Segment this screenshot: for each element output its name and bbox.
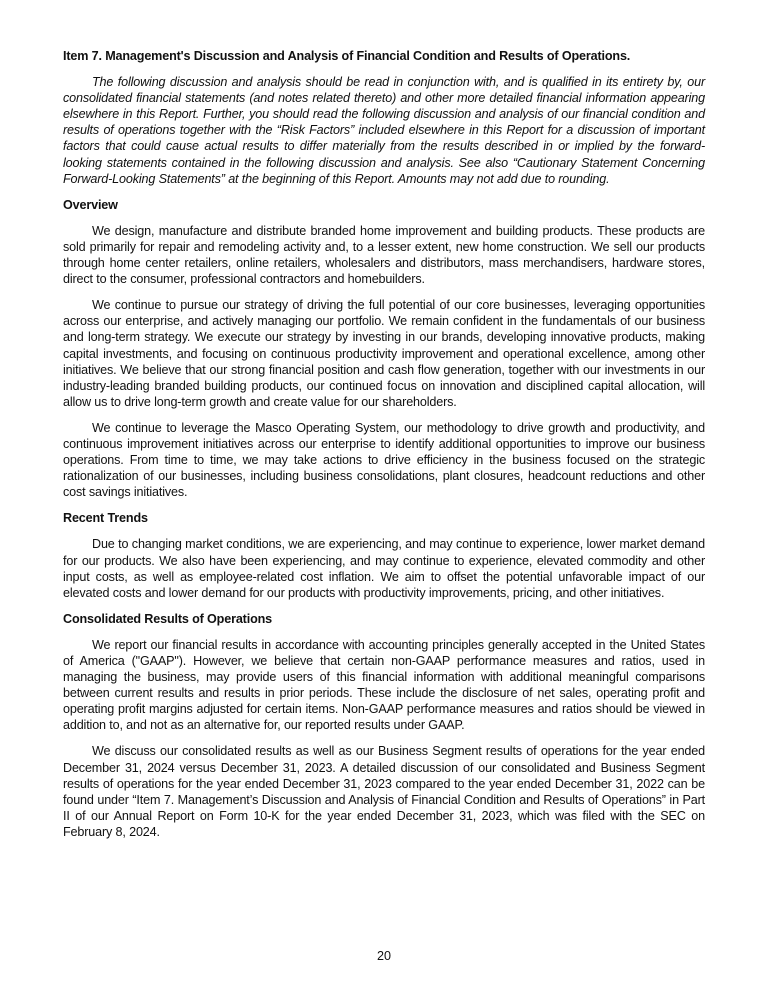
paragraph: We continue to pursue our strategy of driving the full potential of our core businesses, leveraging opportunities across our enterprise, and actively managing our portfolio. We remain confident in the fundamentals of our business and long-term strategy. We execute our strategy by investing in our brands, developing innovative products, making capital investments, and focusing on continuous productivity improvement and operational excellence, among other initiatives. We believe that our strong financial position and cash flow generation, together with our investments in our industry-leading branded building products, our continued focus on innovation and disciplined capital allocation, will allow us to drive long-term growth and create value for our shareholders. xyxy=(63,298,705,409)
paragraph: Due to changing market conditions, we are experiencing, and may continue to experience, lower market demand for our products. We also have been experiencing, and may continue to experience, elevated commodity and other input costs, as well as employee-related cost inflation. We aim to offset the potential unfavorable impact of our elevated costs and lower demand for our products with productivity improvements, pricing, and other initiatives. xyxy=(63,537,705,600)
paragraph: We design, manufacture and distribute branded home improvement and building products. These products are sold primarily for repair and remodeling activity and, to a lesser extent, new home construction. We sell our products through home center retailers, online retailers, wholesalers and distributors, mass merchandisers, hardware stores, direct to the consumer, professional contractors and homebuilders. xyxy=(63,223,705,287)
section-heading-consolidated-results: Consolidated Results of Operations xyxy=(63,611,273,626)
section-heading-overview: Overview xyxy=(63,197,118,212)
paragraph: We discuss our consolidated results as well as our Business Segment results of operations for the year ended December 31, 2024 versus December 31, 2023. A detailed discussion of our consolidated and Business Segment results of operations for the year ended December 31, 2023 compared to the year ended December 31, 2022 can be found under “Item 7. Management’s Discussion and Analysis of Financial Condition and Results of Operations” in Part II of our Annual Report on Form 10-K for the year ended December 31, 2023, which was filed with the SEC on February 8, 2024. xyxy=(63,744,705,839)
document-page xyxy=(63,48,705,850)
item-title: Item 7. Management's Discussion and Analysis of Financial Condition and Results of Operations. xyxy=(63,49,631,63)
page-number: 20 xyxy=(376,949,391,963)
section-heading-recent-trends: Recent Trends xyxy=(63,511,148,526)
intro-paragraph: The following discussion and analysis should be read in conjunction with, and is qualified in its entirety by, our consolidated financial statements (and notes related thereto) and other more detailed financial information appearing elsewhere in this Report. Further, you should read the following discussion and analysis of our financial condition and results of operations together with the “Risk Factors” included elsewhere in this Report for a discussion of important factors that could cause actual results to differ materially from the results described in or implied by the forward-looking statements contained in the following discussion and analysis. See also “Cautionary Statement Concerning Forward-Looking Statements” at the beginning of this Report. Amounts may not add due to rounding. xyxy=(63,75,705,186)
paragraph: We report our financial results in accordance with accounting principles generally accepted in the United States of America ("GAAP"). However, we believe that certain non-GAAP performance measures and ratios, used in managing the business, may provide users of this financial information with additional meaningful comparisons between current results and results in prior periods. These include the disclosure of net sales, operating profit and operating profit margins adjusted for certain items. Non-GAAP performance measures and ratios should be viewed in addition to, and not as an alternative for, our reported results under GAAP. xyxy=(63,637,705,733)
paragraph: We continue to leverage the Masco Operating System, our methodology to drive growth and productivity, and continuous improvement initiatives across our enterprise to identify additional opportunities to improve our business operations. From time to time, we may take actions to drive efficiency in the business focused on the strategic rationalization of our businesses, including business consolidations, plant closures, headcount reductions and other cost savings initiatives. xyxy=(63,420,705,500)
